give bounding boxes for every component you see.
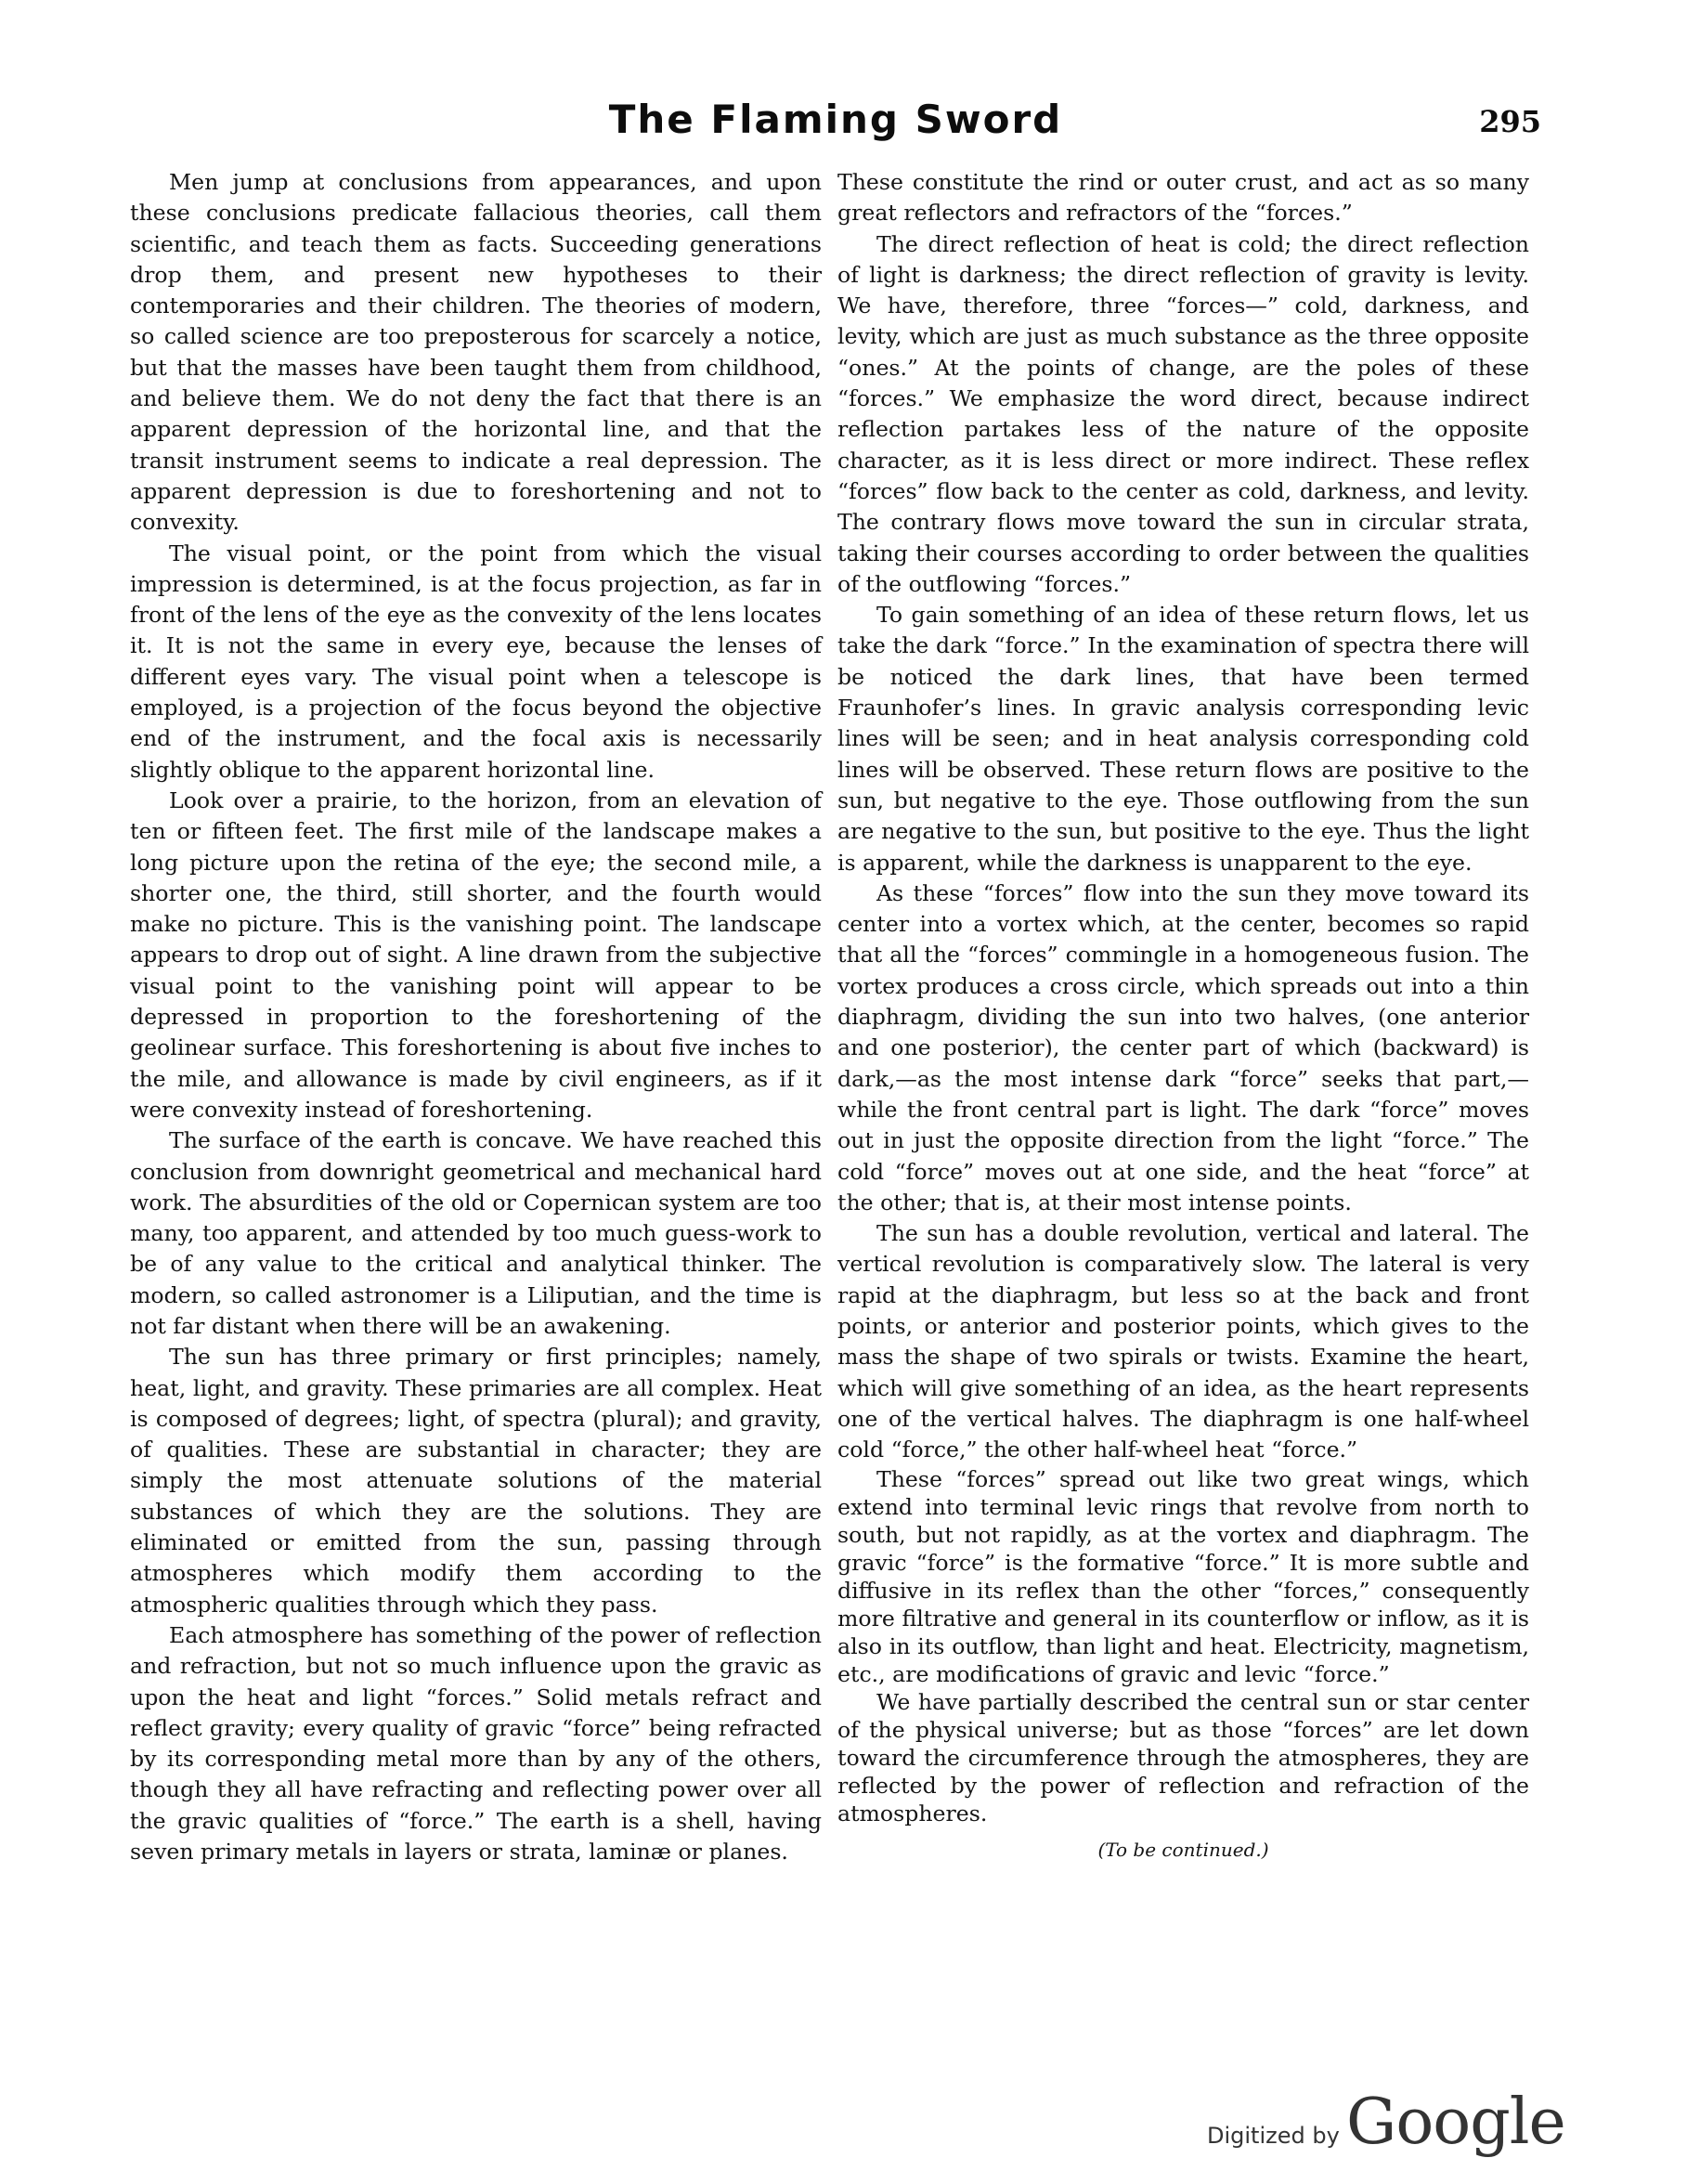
paragraph: The sun has three primary or first principles; namely, heat, light, and gravity. These primaries are all complex. Heat is composed of degrees; light, of spectra (plural); and gravity, of qualities. These are substantial in character; they are simply the most attenuate solutions of the material substances of which they are the solutions. They are eliminated or emitted from the sun, passing through atmospheres which modify them according to the atmospheric qualities through which they pass. bbox=[130, 1344, 822, 1618]
paragraph: We have partially described the central sun or star center of the physical universe; but as those “forces” are let down toward the circumference through the atmospheres, they are reflected by the power of reflection and refraction of the atmospheres. bbox=[837, 1689, 1529, 1827]
journal-title: The Flaming Sword bbox=[608, 97, 1063, 142]
paragraph: Men jump at conclusions from appearances, and upon these conclusions predicate fallacious theories, call them scientific, and teach them as facts. Succeeding generations drop them, and present new hypotheses to their contemporaries and their children. The theories of modern, so called science are too preposterous for scarcely a notice, but that the masses have been taught them from childhood, and believe them. We do not deny the fact that there is an apparent depression of the horizontal line, and that the transit instrument seems to indicate a real depression. The apparent depression is due to foreshortening and not to convexity. bbox=[130, 169, 822, 536]
digitization-footer bbox=[1207, 2086, 1578, 2165]
paragraph: As these “forces” flow into the sun they move toward its center into a vortex which, at the center, becomes so rapid that all the “forces” commingle in a homogeneous fusion. The vortex produces a cross circle, which spreads out into a thin diaphragm, dividing the sun into two halves, (one anterior and one posterior), the center part of which (backward) is dark,—as the most intense dark “force” seeks that part,—while the front central part is light. The dark “force” moves out in just the opposite direction from the light “force.” The cold “force” moves out at one side, and the heat “force” at the other; that is, at their most intense points. bbox=[837, 879, 1529, 1216]
paragraph: These “forces” spread out like two great wings, which extend into terminal levic rings that revolve from north to south, but not rapidly, as at the vortex and diaphragm. The gravic “force” is the formative “force.” It is more subtle and diffusive in its reflex than the other “forces,” consequently more filtrative and general in its counterflow or inflow, as it is also in its outflow, than light and heat. Electricity, magnetism, etc., are modifications of gravic and levic “force.” bbox=[837, 1466, 1529, 1688]
continued-note: (To be continued.) bbox=[1097, 1839, 1269, 1862]
digitized-by-label: Digitized by bbox=[1207, 2123, 1340, 2149]
paragraph: Each atmosphere has something of the power of reflection and refraction, but not so much influence upon the gravic as upon the heat and light “forces.” Solid metals refract and reflect gravity; every quality of gravic “force” being refracted by its corresponding metal more than by any of the others, though they all have refracting and reflecting power over all the gravic qualities of “force.” The earth is a shell, having seven primary metals in layers or strata, laminæ or planes. bbox=[130, 1621, 822, 1866]
google-logo: Google bbox=[1346, 2086, 1565, 2159]
page-number: 295 bbox=[1479, 104, 1541, 139]
paragraph: The sun has a double revolution, vertical and lateral. The vertical revolution is comparatively slow. The lateral is very rapid at the diaphragm, but less so at the back and front points, or anterior and posterior points, which gives to the mass the shape of two spirals or twists. Examine the heart, which will give something of an idea, as the heart represents one of the vertical halves. The diaphragm is one half-wheel cold “force,” the other half-wheel heat “force.” bbox=[837, 1220, 1529, 1463]
running-header bbox=[130, 97, 1541, 152]
right-column bbox=[837, 167, 1529, 1866]
paragraph: To gain something of an idea of these return flows, let us take the dark “force.” In the examination of spectra there will be noticed the dark lines, that have been termed Fraunhofer’s lines. In gravic analysis corresponding levic lines will be seen; and in heat analysis corresponding cold lines will be observed. These return flows are positive to the sun, but negative to the eye. Those outflowing from the sun are negative to the sun, but positive to the eye. Thus the light is apparent, while the darkness is unapparent to the eye. bbox=[837, 602, 1529, 876]
paragraph: The direct reflection of heat is cold; the direct reflection of light is darkness; the direct reflection of gravity is levity. We have, therefore, three “forces—” cold, darkness, and levity, which are just as much substance as the three opposite “ones.” At the points of change, are the poles of these “forces.” We emphasize the word direct, because indirect reflection partakes less of the nature of the opposite character, as it is less direct or more indirect. These reflex “forces” flow back to the center as cold, darkness, and levity. The contrary flows move toward the sun in circular strata, taking their courses according to order between the qualities of the outflowing “forces.” bbox=[837, 230, 1529, 597]
paragraph: Look over a prairie, to the horizon, from an elevation of ten or fifteen feet. The first mile of the landscape makes a long picture upon the retina of the eye; the second mile, a shorter one, the third, still shorter, and the fourth would make no picture. This is the vanishing point. The landscape appears to drop out of sight. A line drawn from the subjective visual point to the vanishing point will appear to be depressed in proportion to the foreshortening of the geolinear surface. This foreshortening is about five inches to the mile, and allowance is made by civil engineers, as if it were convexity instead of foreshortening. bbox=[130, 786, 822, 1123]
paragraph: The visual point, or the point from which the visual impression is determined, is at the focus projection, as far in front of the lens of the eye as the convexity of the lens locates it. It is not the same in every eye, because the lenses of different eyes vary. The visual point when a telescope is employed, is a projection of the focus beyond the objective end of the instrument, and the focal axis is necessarily slightly oblique to the apparent horizontal line. bbox=[130, 540, 822, 783]
left-column bbox=[130, 167, 822, 1867]
paragraph: The surface of the earth is concave. We have reached this conclusion from downright geometrical and mechanical hard work. The absurdities of the old or Copernican system are too many, too apparent, and attended by too much guess-work to be of any value to the critical and analytical thinker. The modern, so called astronomer is a Liliputian, and the time is not far distant when there will be an awakening. bbox=[130, 1127, 822, 1339]
paragraph: These constitute the rind or outer crust, and act as so many great reflectors and refractors of the “forces.” bbox=[837, 169, 1529, 227]
